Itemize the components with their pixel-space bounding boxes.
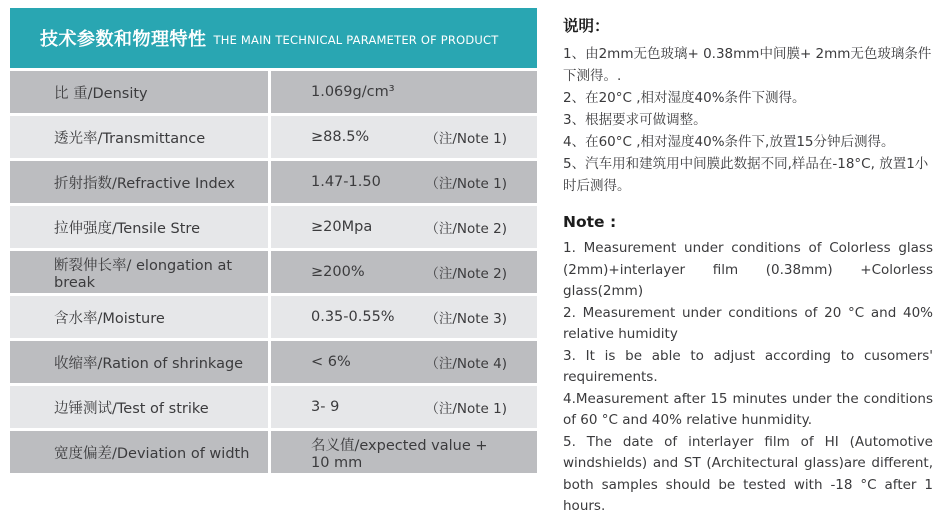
param-note-ref: （注/Note 1) bbox=[425, 401, 507, 417]
param-label: 宽度偏差/Deviation of width bbox=[10, 431, 271, 473]
table-title-en: THE MAIN TECHNICAL PARAMETER OF PRODUCT bbox=[213, 32, 499, 47]
param-label: 透光率/Transmittance bbox=[10, 116, 271, 158]
param-note-ref: （注/Note 4) bbox=[425, 356, 507, 372]
en-note-item: 2. Measurement under conditions of 20 °C and 40% relative humidity bbox=[563, 304, 933, 342]
param-label: 断裂伸长率/ elongation at break bbox=[10, 251, 271, 293]
param-value-cell bbox=[271, 386, 537, 428]
param-label: 拉伸强度/Tensile Stre bbox=[10, 206, 271, 248]
en-note-item: 5. The date of interlayer film of HI (Automotive windshields) and ST (Architectural glass)are different, both samples should be tested with -18 °C after 1 hours. bbox=[563, 433, 933, 514]
param-value-cell bbox=[271, 341, 537, 383]
table-row bbox=[10, 341, 537, 383]
param-value: ≥20Mpa bbox=[311, 219, 373, 235]
param-label: 边锤测试/Test of strike bbox=[10, 386, 271, 428]
param-value: 0.35-0.55% bbox=[311, 309, 395, 325]
param-note-ref: （注/Note 1) bbox=[425, 131, 507, 147]
param-value-cell bbox=[271, 206, 537, 248]
cn-note-item: 1、由2mm无色玻璃+ 0.38mm中间膜+ 2mm无色玻璃条件下测得。. bbox=[563, 46, 932, 84]
param-label: 含水率/Moisture bbox=[10, 296, 271, 338]
param-value-cell bbox=[271, 71, 537, 113]
param-note-ref: （注/Note 1) bbox=[425, 176, 507, 192]
table-row bbox=[10, 251, 537, 293]
en-notes-heading: Note : bbox=[563, 213, 617, 231]
cn-notes-heading: 说明： bbox=[563, 17, 610, 35]
table-header bbox=[10, 8, 537, 68]
table-row bbox=[10, 116, 537, 158]
param-label: 折射指数/Refractive Index bbox=[10, 161, 271, 203]
param-value: < 6% bbox=[311, 354, 351, 370]
param-value-cell bbox=[271, 296, 537, 338]
cn-note-item: 5、汽车用和建筑用中间膜此数据不同,样品在-18°C, 放置1小时后测得。 bbox=[563, 156, 929, 194]
param-value-cell bbox=[271, 251, 537, 293]
param-value: 名义值/expected value + 10 mm bbox=[311, 437, 488, 471]
param-note-ref: （注/Note 2) bbox=[425, 221, 507, 237]
param-note-ref: （注/Note 3) bbox=[425, 311, 507, 327]
table-row bbox=[10, 71, 537, 113]
param-value: ≥88.5% bbox=[311, 129, 370, 145]
param-value: 1.069g/cm³ bbox=[311, 84, 395, 100]
en-note-item: 3. It is be able to adjust according to cusomers' requirements. bbox=[563, 347, 933, 385]
table-row bbox=[10, 431, 537, 473]
table-row bbox=[10, 296, 537, 338]
en-note-item: 1. Measurement under conditions of Colorless glass (2mm)+interlayer film (0.38mm) +Colorless glass(2mm) bbox=[563, 240, 933, 299]
cn-note-item: 3、根据要求可做调整。 bbox=[563, 112, 707, 128]
param-value-cell bbox=[271, 116, 537, 158]
en-note-item: 4.Measurement after 15 minutes under the conditions of 60 °C and 40% relative hunmidity. bbox=[563, 390, 933, 428]
param-value-cell bbox=[271, 431, 537, 473]
param-value: 3- 9 bbox=[311, 399, 340, 415]
table-row bbox=[10, 386, 537, 428]
param-value: ≥200% bbox=[311, 264, 365, 280]
param-value: 1.47-1.50 bbox=[311, 174, 381, 190]
table-title-cn: 技术参数和物理特性 bbox=[40, 29, 207, 50]
param-label: 收缩率/Ration of shrinkage bbox=[10, 341, 271, 383]
technical-parameter-table bbox=[10, 8, 537, 473]
param-value-cell bbox=[271, 161, 537, 203]
table-row bbox=[10, 161, 537, 203]
cn-note-item: 4、在60°C ,相对湿度40%条件下,放置15分钟后测得。 bbox=[563, 134, 895, 150]
param-label: 比 重/Density bbox=[10, 71, 271, 113]
table-row bbox=[10, 206, 537, 248]
notes-panel bbox=[563, 8, 933, 515]
param-note-ref: （注/Note 2) bbox=[425, 266, 507, 282]
cn-note-item: 2、在20°C ,相对湿度40%条件下测得。 bbox=[563, 90, 806, 106]
